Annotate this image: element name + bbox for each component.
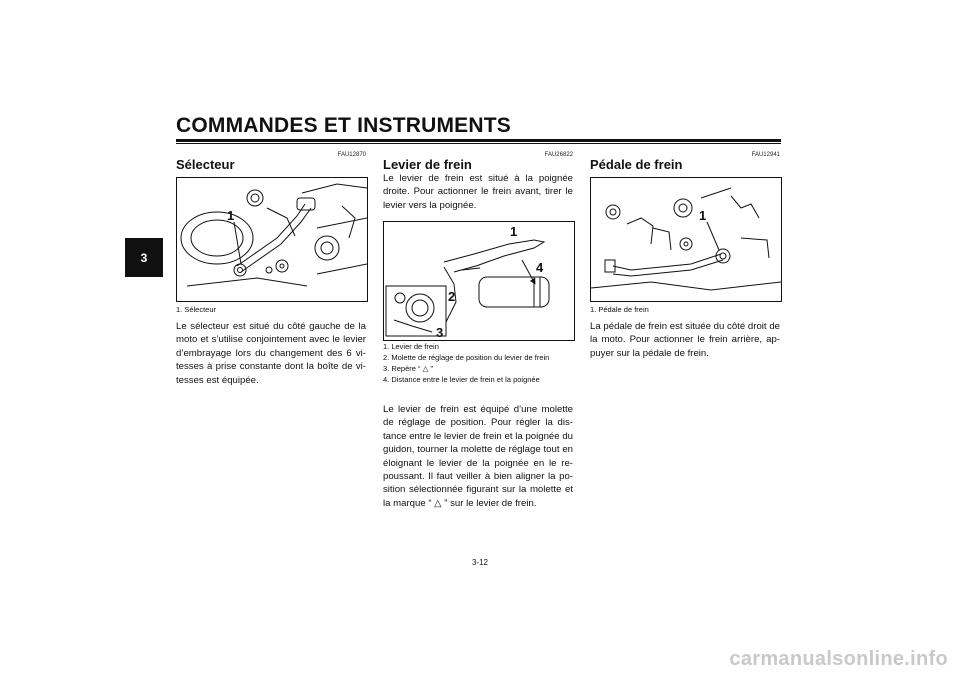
- caption-item: 1. Sélecteur: [176, 305, 217, 314]
- section-body: Le levier de frein est équipé d’une molette de réglage de position. Pour régler la dis-tance entre le levier de frein et la poignée du guidon, tourner la molette de réglage tout en éloignant le levier de la poignée en le re-poussant. Il faut veiller à bien aligner la po-sition sélectionnée figurant sur la molette et la marque “ △ ” sur le levier de frein.: [383, 404, 573, 509]
- section-body: La pédale de frein est située du côté droit de la moto. Pour actionner le frein arrière, ap-puyer sur la pédale de frein.: [590, 321, 780, 359]
- figure-levier-frein: [383, 221, 575, 341]
- caption-list: [590, 305, 780, 316]
- title-rule-thin: [176, 143, 781, 144]
- figure-number-1: 1: [699, 208, 707, 223]
- caption-item: 1. Levier de frein: [383, 342, 439, 351]
- figure-number-1: 1: [227, 208, 235, 223]
- page-title: COMMANDES ET INSTRUMENTS: [176, 114, 511, 137]
- figure-pedale-frein: [590, 177, 782, 302]
- section-code: FAU26822: [544, 152, 573, 158]
- section-code: FAU12870: [337, 152, 366, 158]
- section-body: Le sélecteur est situé du côté gauche de la moto et s’utilise conjointement avec le levier d’embrayage lors du changement des 6 vi-tesses à prise constante dont la boîte de vi-tesses est équipée.: [176, 321, 366, 386]
- section-intro: Le levier de frein est situé à la poignée droite. Pour actionner le frein avant, tirer le levier vers la poignée.: [383, 173, 573, 211]
- title-rule: [176, 139, 781, 142]
- section-heading-pedale: Pédale de frein: [590, 157, 683, 172]
- caption-item: 4. Distance entre le levier de frein et la poignée: [383, 375, 540, 384]
- section-heading-selecteur: Sélecteur: [176, 157, 235, 172]
- caption-list: [176, 305, 366, 316]
- figure-selecteur: [176, 177, 368, 302]
- figure-number-1: 1: [510, 224, 518, 239]
- caption-item: 2. Molette de réglage de position du levier de frein: [383, 353, 550, 362]
- caption-list: [383, 342, 573, 386]
- watermark[interactable]: carmanualsonline.info: [729, 648, 948, 670]
- figure-number-4: 4: [536, 260, 544, 275]
- section-heading-levier: Levier de frein: [383, 157, 472, 172]
- caption-item: 1. Pédale de frein: [590, 305, 649, 314]
- shift-lever-illustration: [177, 178, 367, 301]
- figure-number-2: 2: [448, 289, 456, 304]
- chapter-tab[interactable]: 3: [125, 238, 163, 277]
- page-number: 3-12: [471, 558, 488, 567]
- caption-item: 3. Repère “ △ ”: [383, 364, 433, 373]
- section-code: FAU12941: [751, 152, 780, 158]
- brake-pedal-illustration: [591, 178, 781, 301]
- brake-lever-illustration: [384, 222, 574, 340]
- figure-number-3: 3: [436, 325, 444, 340]
